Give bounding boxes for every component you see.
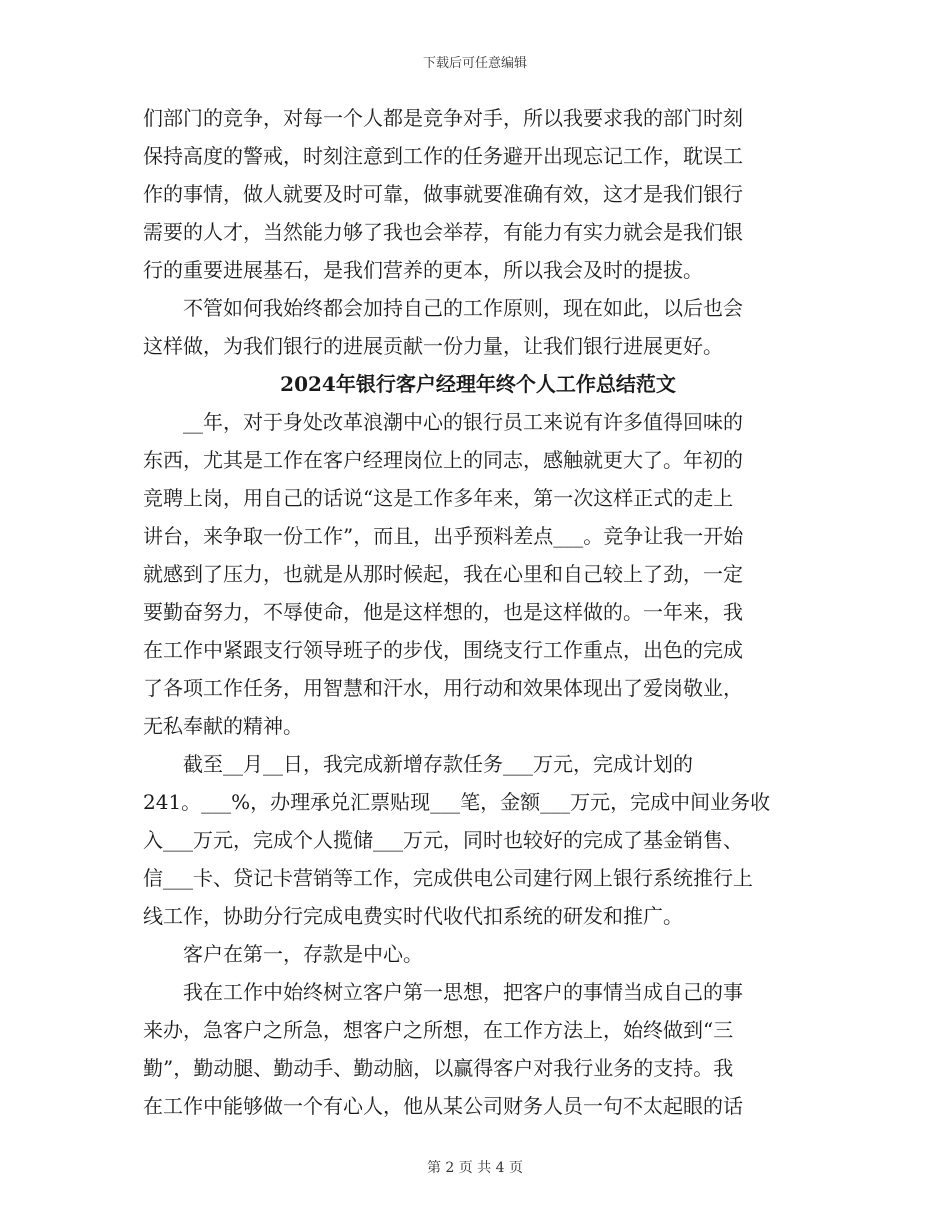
- text-line: 东西，尤其是工作在客户经理岗位上的同志，感触就更大了。年初的: [143, 448, 743, 472]
- text-line: 入___万元，完成个人揽储___万元，同时也较好的完成了基金销售、: [143, 828, 743, 852]
- text-line: 要勤奋努力，不辱使命，他是这样想的，也是这样做的。一年来，我: [143, 600, 743, 624]
- page-header: 下载后可任意编辑: [422, 56, 527, 71]
- text-line: 保持高度的警戒，时刻注意到工作的任务避开出现忘记工作，耽误工: [143, 144, 743, 168]
- text-line: 在工作中紧跟支行领导班子的步伐，围绕支行工作重点，出色的完成: [143, 638, 743, 662]
- text-line: 勤”，勤动腿、勤动手、勤动脑，以赢得客户对我行业务的支持。我: [143, 1056, 734, 1080]
- paragraph-first-line: 客户在第一，存款是中心。: [183, 942, 423, 966]
- paragraph-first-line: __年，对于身处改革浪潮中心的银行员工来说有许多值得回味的: [183, 410, 743, 434]
- text-line: 在工作中能够做一个有心人，他从某公司财务人员一句不太起眼的话: [143, 1094, 743, 1118]
- text-line: 了各项工作任务，用智慧和汗水，用行动和效果体现出了爱岗敬业，: [143, 676, 743, 700]
- paragraph-first-line: 不管如何我始终都会加持自己的工作原则，现在如此，以后也会: [183, 296, 743, 320]
- text-line: 就感到了压力，也就是从那时候起，我在心里和自己较上了劲，一定: [143, 562, 743, 586]
- document-body: [143, 99, 813, 1125]
- paragraph-first-line: 我在工作中始终树立客户第一思想，把客户的事情当成自己的事: [183, 980, 743, 1004]
- text-line: 241。___%，办理承兑汇票贴现___笔，金额___万元，完成中间业务收: [143, 790, 771, 814]
- text-line: 讲台，来争取一份工作”，而且，出乎预料差点___。竞争让我一开始: [143, 524, 744, 548]
- text-line: 无私奉献的精神。: [143, 714, 303, 738]
- text-line: 来办，急客户之所急，想客户之所想，在工作方法上，始终做到“三: [143, 1018, 734, 1042]
- text-line: 竞聘上岗，用自己的话说“这是工作多年来，第一次这样正式的走上: [143, 486, 734, 510]
- page-footer: 第 2 页 共 4 页: [426, 1160, 524, 1176]
- text-line: 们部门的竞争，对每一个人都是竞争对手，所以我要求我的部门时刻: [143, 106, 743, 130]
- paragraph-first-line: 截至__月__日，我完成新增存款任务___万元，完成计划的: [183, 752, 693, 776]
- section-heading: 2024年银行客户经理年终个人工作总结范文: [280, 372, 676, 396]
- text-line: 作的事情，做人就要及时可靠，做事就要准确有效，这才是我们银行: [143, 182, 743, 206]
- text-line: 线工作，协助分行完成电费实时代收代扣系统的研发和推广。: [143, 904, 683, 928]
- text-line: 这样做，为我们银行的进展贡献一份力量，让我们银行进展更好。: [143, 334, 723, 358]
- text-line: 需要的人才，当然能力够了我也会举荐，有能力有实力就会是我们银: [143, 220, 743, 244]
- text-line: 信___卡、贷记卡营销等工作，完成供电公司建行网上银行系统推行上: [143, 866, 753, 890]
- text-line: 行的重要进展基石，是我们营养的更本，所以我会及时的提拔。: [143, 258, 703, 282]
